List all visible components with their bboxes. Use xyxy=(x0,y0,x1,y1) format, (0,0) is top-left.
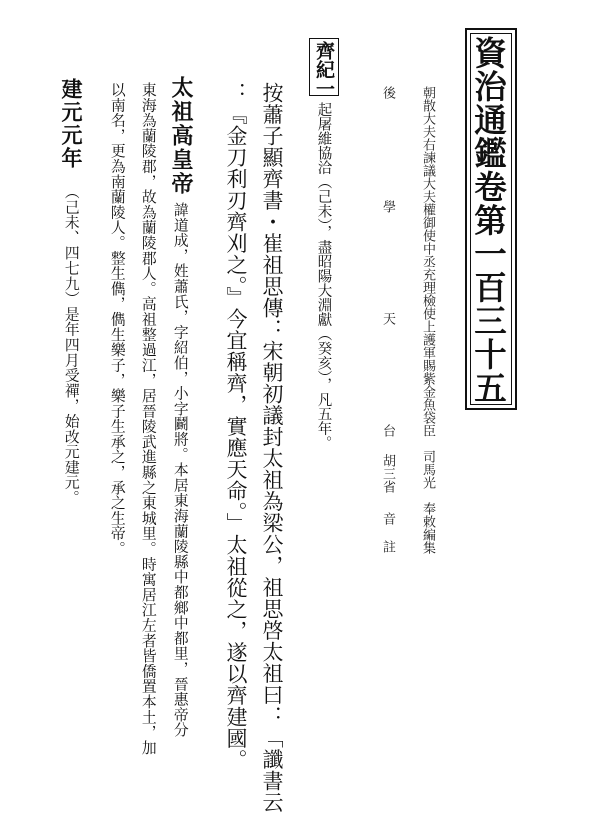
emperor-note-line-2: 東海為蘭陵郡，故為蘭陵郡人。高祖整過江，居晉陵武進縣之東城里。時寓居江左者皆僑置本土，加 xyxy=(139,82,157,756)
commentary-line-2: ：『金刀利刃齊刈之。』今宜稱齊，實應天命。」太祖從之，遂以齊建國。 xyxy=(224,82,248,771)
commentary-line-1: 按蕭子顯齊書・崔祖思傳：宋朝初議封太祖為梁公，祖思啓太祖曰：「讖書云 xyxy=(260,82,284,813)
author-line-sima-guang: 朝散大夫右諫議大夫權御使中丞充理檢使上護軍賜紫金魚袋臣 司馬光 奉敕編集 xyxy=(420,86,435,554)
emperor-note-line-1: 諱道成，姓蕭氏，字紹伯，小字鬬將。本居東海蘭陵縣中都鄉中都里，晉惠帝分 xyxy=(171,202,189,738)
author-hu-sanxing: 胡三省 xyxy=(380,454,395,493)
author-yin: 音 xyxy=(380,512,395,525)
emperor-note-line-3: 以南名，更為南蘭陵人。整生儁，儁生樂子，樂子生承之，承之生帝。 xyxy=(108,82,126,557)
chapter-span: 起屠維協洽（己未），盡昭陽大淵獻（癸亥），凡五年。 xyxy=(315,102,332,450)
author-hou: 後 xyxy=(380,86,395,99)
emperor-heading: 太祖高皇帝 xyxy=(168,76,194,196)
era-heading: 建元元年 xyxy=(59,78,84,170)
author-zhu: 註 xyxy=(380,540,395,553)
chapter-label: 齊紀一 xyxy=(313,41,335,98)
author-tai: 台 xyxy=(380,424,395,437)
author-tian: 天 xyxy=(380,312,395,325)
author-xue: 學 xyxy=(380,200,395,213)
era-note: （己未、四七九）是年四月受禪，始改元建元。 xyxy=(62,184,80,506)
volume-title: 資治通鑑卷第一百三十五 xyxy=(469,36,509,405)
